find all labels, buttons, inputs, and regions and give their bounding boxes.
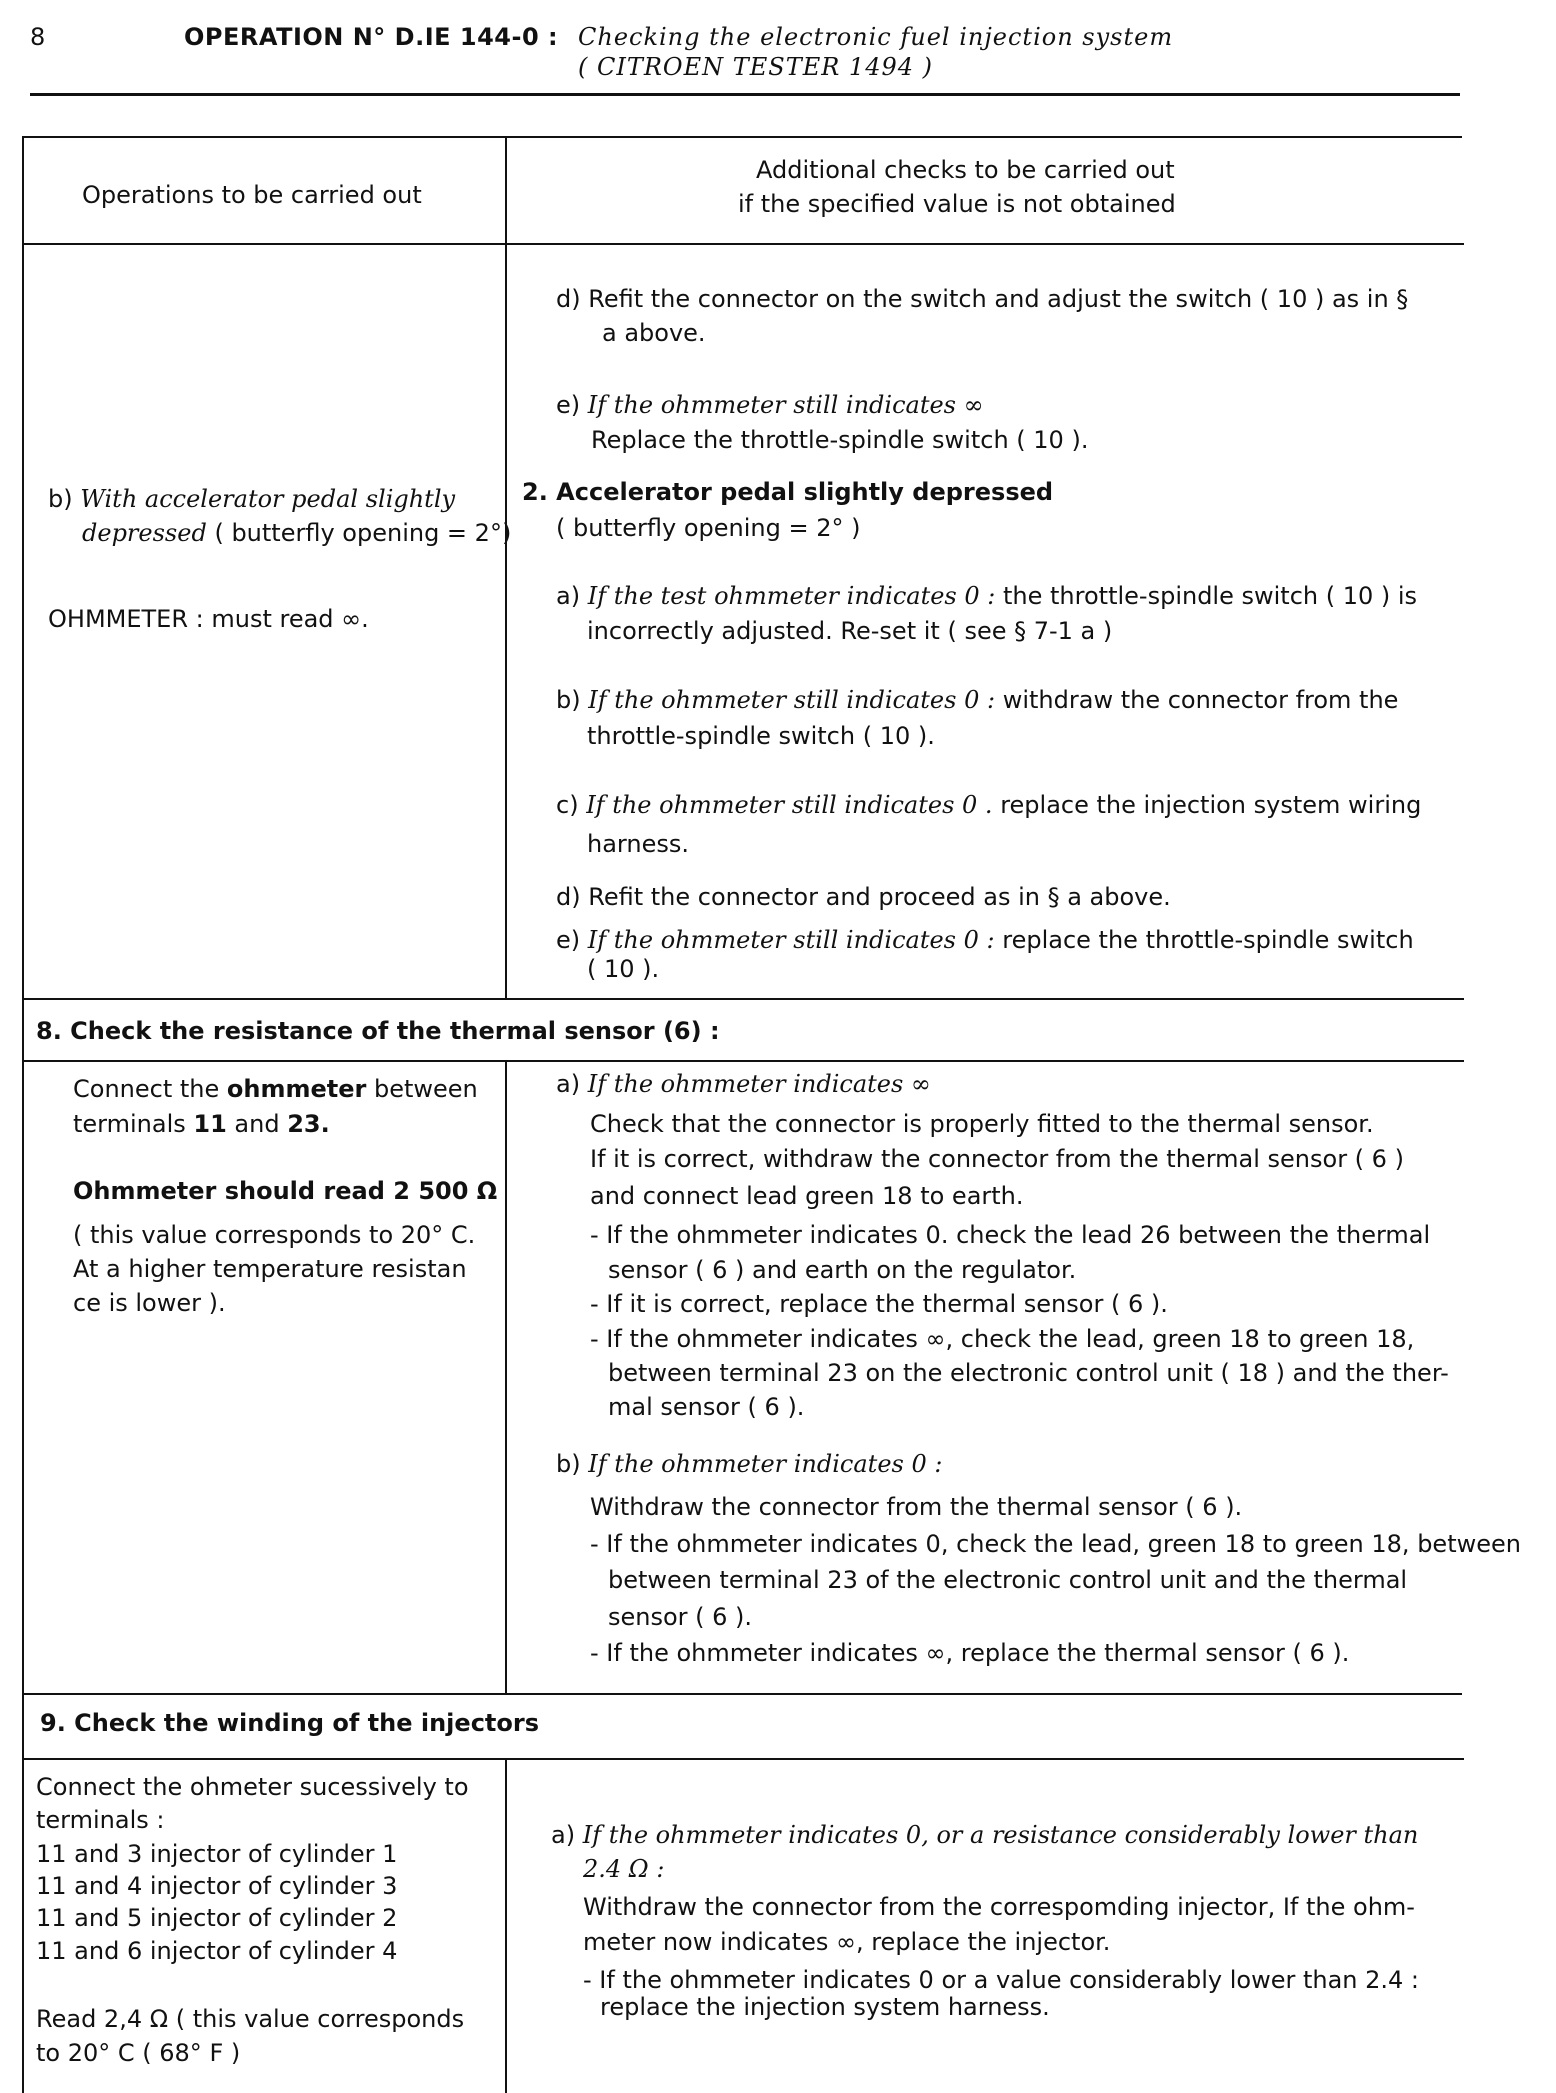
- item-2-step-c-line-2: harness.: [587, 830, 689, 858]
- sec9-left-line-4: 11 and 4 injector of cylinder 3: [36, 1872, 398, 1900]
- item-2-step-e: e) If the ohmmeter still indicates 0 : replace the throttle-spindle switch: [556, 926, 1414, 954]
- column-header-operations: Operations to be carried out: [82, 181, 422, 209]
- sec8-step-b-line-1: Withdraw the connector from the thermal sensor ( 6 ).: [590, 1493, 1243, 1521]
- column-divider-3: [505, 1758, 507, 2093]
- sec9-step-a-line-2: meter now indicates ∞, replace the injector.: [583, 1928, 1111, 1956]
- page-title-line-1: Checking the electronic fuel injection system: [578, 23, 1174, 51]
- table-left-border: [22, 136, 24, 2093]
- sec8-step-a-line-9: mal sensor ( 6 ).: [608, 1393, 805, 1421]
- column-header-checks-line-1: Additional checks to be carried out: [756, 156, 1175, 184]
- item-2-step-c: c) If the ohmmeter still indicates 0 . replace the injection system wiring: [556, 791, 1422, 819]
- section-8-top-border: [22, 998, 1464, 1000]
- step-d-line-2: a above.: [602, 319, 706, 347]
- section-8-heading-divider: [22, 1060, 1464, 1062]
- sec9-step-a-line-1: Withdraw the connector from the correspomding injector, If the ohm-: [583, 1893, 1415, 1921]
- sec9-left-line-3: 11 and 3 injector of cylinder 1: [36, 1840, 398, 1868]
- item-2-step-a: a) If the test ohmmeter indicates 0 : the throttle-spindle switch ( 10 ) is: [556, 582, 1418, 610]
- sec8-step-a-line-8: between terminal 23 on the electronic control unit ( 18 ) and the ther-: [608, 1359, 1449, 1387]
- section-9-heading-divider: [22, 1758, 1464, 1760]
- page-title-line-2: ( CITROEN TESTER 1494 ): [578, 53, 934, 81]
- sec8-step-a-line-2: If it is correct, withdraw the connector from the thermal sensor ( 6 ): [590, 1145, 1404, 1173]
- sec8-step-a-line-1: Check that the connector is properly fitted to the thermal sensor.: [590, 1110, 1374, 1138]
- column-header-checks-line-2: if the specified value is not obtained: [738, 190, 1176, 218]
- left-b-pedal-depressed: b) With accelerator pedal slightly: [48, 485, 456, 513]
- sec9-step-a-condition-line-2: 2.4 Ω :: [583, 1855, 665, 1883]
- sec8-step-a-line-6: - If it is correct, replace the thermal sensor ( 6 ).: [590, 1290, 1168, 1318]
- sec8-step-b-line-5: - If the ohmmeter indicates ∞, replace the thermal sensor ( 6 ).: [590, 1639, 1350, 1667]
- section-9-heading: 9. Check the winding of the injectors: [40, 1709, 539, 1737]
- sec8-left-note-3: ce is lower ).: [73, 1289, 226, 1317]
- item-2-step-a-line-2: incorrectly adjusted. Re-set it ( see § 7-1 a ): [587, 617, 1113, 645]
- item-2-step-e-line-2: ( 10 ).: [587, 955, 660, 983]
- sec9-left-line-2: terminals :: [36, 1806, 165, 1834]
- left-ohmmeter-reading: OHMMETER : must read ∞.: [48, 605, 369, 633]
- sec8-left-connect: Connect the ohmmeter between: [73, 1075, 478, 1103]
- sec8-step-b-condition: b) If the ohmmeter indicates 0 :: [556, 1450, 943, 1478]
- left-b-butterfly-opening: depressed ( butterfly opening = 2°): [82, 519, 512, 547]
- sec8-step-a-line-3: and connect lead green 18 to earth.: [590, 1182, 1024, 1210]
- page-number: 8: [30, 23, 46, 51]
- operation-number: OPERATION N° D.IE 144-0 :: [184, 23, 559, 51]
- sec8-left-note-1: ( this value corresponds to 20° C.: [73, 1221, 476, 1249]
- sec8-step-a-line-7: - If the ohmmeter indicates ∞, check the lead, green 18 to green 18,: [590, 1325, 1415, 1353]
- sec9-step-a-condition: a) If the ohmmeter indicates 0, or a resistance considerably lower than: [551, 1821, 1419, 1849]
- sec8-left-note-2: At a higher temperature resistan: [73, 1255, 467, 1283]
- column-divider-1: [505, 136, 507, 998]
- sec8-step-a-condition: a) If the ohmmeter indicates ∞: [556, 1070, 931, 1098]
- item-2-step-b: b) If the ohmmeter still indicates 0 : withdraw the connector from the: [556, 686, 1399, 714]
- column-divider-2: [505, 1060, 507, 1693]
- step-d-refit-connector: d) Refit the connector on the switch and adjust the switch ( 10 ) as in §: [556, 285, 1409, 313]
- step-e-condition: e) If the ohmmeter still indicates ∞: [556, 391, 984, 419]
- sec8-step-b-line-3: between terminal 23 of the electronic control unit and the thermal: [608, 1566, 1408, 1594]
- sec8-left-expected-reading: Ohmmeter should read 2 500 Ω: [73, 1177, 498, 1205]
- item-2-step-d: d) Refit the connector and proceed as in § a above.: [556, 883, 1171, 911]
- sec8-step-a-line-5: sensor ( 6 ) and earth on the regulator.: [608, 1256, 1077, 1284]
- section-9-top-border: [22, 1693, 1462, 1695]
- sec8-step-a-line-4: - If the ohmmeter indicates 0. check the lead 26 between the thermal: [590, 1221, 1431, 1249]
- item-2-heading: 2. Accelerator pedal slightly depressed: [522, 478, 1054, 506]
- item-2-subheading: ( butterfly opening = 2° ): [556, 514, 861, 542]
- sec9-left-line-6: 11 and 6 injector of cylinder 4: [36, 1937, 398, 1965]
- table-header-divider: [22, 243, 1464, 245]
- step-e-action: Replace the throttle-spindle switch ( 10 ).: [591, 426, 1089, 454]
- sec9-left-line-5: 11 and 5 injector of cylinder 2: [36, 1904, 398, 1932]
- section-8-heading: 8. Check the resistance of the thermal sensor (6) :: [36, 1017, 720, 1045]
- sec9-step-a-line-4: replace the injection system harness.: [600, 1993, 1050, 2021]
- header-rule: [30, 93, 1460, 96]
- table-top-border: [22, 136, 1462, 138]
- sec8-left-terminals: terminals 11 and 23.: [73, 1110, 330, 1138]
- sec9-left-line-8: to 20° C ( 68° F ): [36, 2039, 241, 2067]
- sec9-left-line-7: Read 2,4 Ω ( this value corresponds: [36, 2005, 465, 2033]
- sec8-step-b-line-4: sensor ( 6 ).: [608, 1603, 753, 1631]
- sec9-step-a-line-3: - If the ohmmeter indicates 0 or a value considerably lower than 2.4 :: [583, 1966, 1420, 1994]
- item-2-step-b-line-2: throttle-spindle switch ( 10 ).: [587, 722, 935, 750]
- sec8-step-b-line-2: - If the ohmmeter indicates 0, check the lead, green 18 to green 18, between: [590, 1530, 1521, 1558]
- sec9-left-line-1: Connect the ohmeter sucessively to: [36, 1773, 469, 1801]
